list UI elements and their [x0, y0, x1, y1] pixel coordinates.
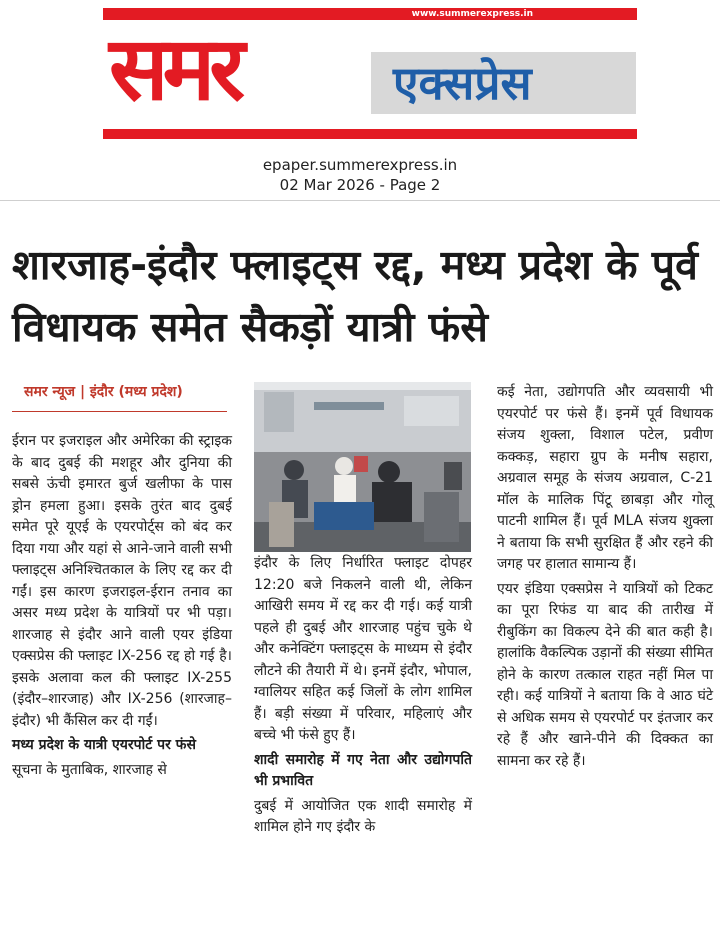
col2-paragraph-1: इंदौर के लिए निर्धारित फ्लाइट दोपहर 12:20 बजे निकलने वाली थी, लेकिन आखिरी समय में रद्द कर दी गई। कई यात्री पहले ही दुबई और शारजाह पहुंच चुके थे और कनेक्टिंग फ्लाइट्स के माध्यम से इंदौर लौटने की तैयारी में थे। इनमें इंदौर, भोपाल, ग्वालियर सहित कई जिलों के लोग शामिल हैं। बड़ी संख्या में परिवार, महिलाएं और बच्चे भी फंसे हुए हैं। — [254, 555, 472, 743]
epaper-url: epaper.summerexpress.in — [262, 156, 458, 174]
col3-paragraph-1: कई नेता, उद्योगपति और व्यवसायी भी एयरपोर्ट पर फंसे हैं। इनमें पूर्व विधायक संजय शुक्ला, विशाल पटेल, प्रवीण कक्कड़, सहारा ग्रुप के मनीष सहारा, अग्रवाल समूह के संजय अग्रवाल, C-21 मॉल के मालिक पिंटू छाबड़ा और गोलू पाटनी शामिल हैं। पूर्व MLA संजय शुक्ला ने बताया कि सभी सुरक्षित हैं और रहने की जगह पर हालात सामान्य हैं। — [497, 384, 713, 572]
header-divider — [0, 200, 720, 201]
masthead-brand-express: एक्सप्रेस — [393, 56, 532, 110]
col1-paragraph-2: सूचना के मुताबिक, शारजाह से — [12, 761, 167, 778]
article-byline: समर न्यूज | इंदौर (मध्य प्रदेश) — [24, 384, 183, 400]
col2-subheading: शादी समारोह में गए नेता और उद्योगपति भी प्रभावित — [254, 751, 472, 789]
article-column-3 — [497, 382, 713, 775]
airport-photo — [254, 382, 471, 552]
byline-underline — [12, 411, 227, 412]
masthead-website: www.summerexpress.in — [411, 9, 533, 19]
col3-paragraph-2: एयर इंडिया एक्सप्रेस ने यात्रियों को टिकट का पूरा रिफंड या बाद की तारीख में रीबुकिंग का विकल्प देने की बात कही है। हालांकि वैकल्पिक उड़ानों की संख्या सीमित होने के कारण तत्काल राहत नहीं मिल पा रही। कई यात्रियों ने बताया कि वे आठ घंटे से अधिक समय से एयरपोर्ट पर इंतजार कर रहे हैं और खाने-पीने की दिक्कत का सामना कर रहे हैं। — [497, 580, 713, 769]
col1-paragraph-1: ईरान पर इजराइल और अमेरिका की स्ट्राइक के बाद दुबई की मशहूर और दुनिया की सबसे ऊंची इमारत बुर्ज खलीफा के पास ड्रोन हमला हुआ। इसके तुरंत बाद दुबई समेत पूरे यूएई के एयरपोर्ट्स को बंद कर दिया गया और यहां से आने-जाने वाली सभी फ्लाइट्स अनिश्चितकाल के लिए रद्द कर दी गईं। इस कारण इजराइल-ईरान तनाव का असर मध्य प्रदेश के यात्रियों पर भी पड़ा। शारजाह से इंदौर आने वाली एयर इंडिया एक्सप्रेस की फ्लाइट IX-256 रद्द हो गई है। इसके अलावा कल की फ्लाइट IX-255 (इंदौर–शारजाह) और IX-256 (शारजाह–इंदौर) भी कैंसिल कर दी गईं। — [12, 433, 232, 729]
masthead — [103, 8, 637, 139]
masthead-brand-hindi: समर — [109, 17, 240, 120]
col2-paragraph-2: दुबई में आयोजित एक शादी समारोह में शामिल होने गए इंदौर के — [254, 797, 472, 835]
article-column-1 — [12, 431, 232, 784]
masthead-bottom-band — [103, 129, 637, 139]
edition-date-page: 02 Mar 2026 - Page 2 — [279, 176, 441, 194]
article-column-2 — [254, 553, 472, 842]
airport-photo-illustration — [254, 382, 471, 552]
article-headline: शारजाह-इंदौर फ्लाइट्स रद्द, मध्य प्रदेश के पूर्व विधायक समेत सैकड़ों यात्री फंसे — [12, 241, 698, 351]
col1-subheading: मध्य प्रदेश के यात्री एयरपोर्ट पर फंसे — [12, 737, 196, 753]
